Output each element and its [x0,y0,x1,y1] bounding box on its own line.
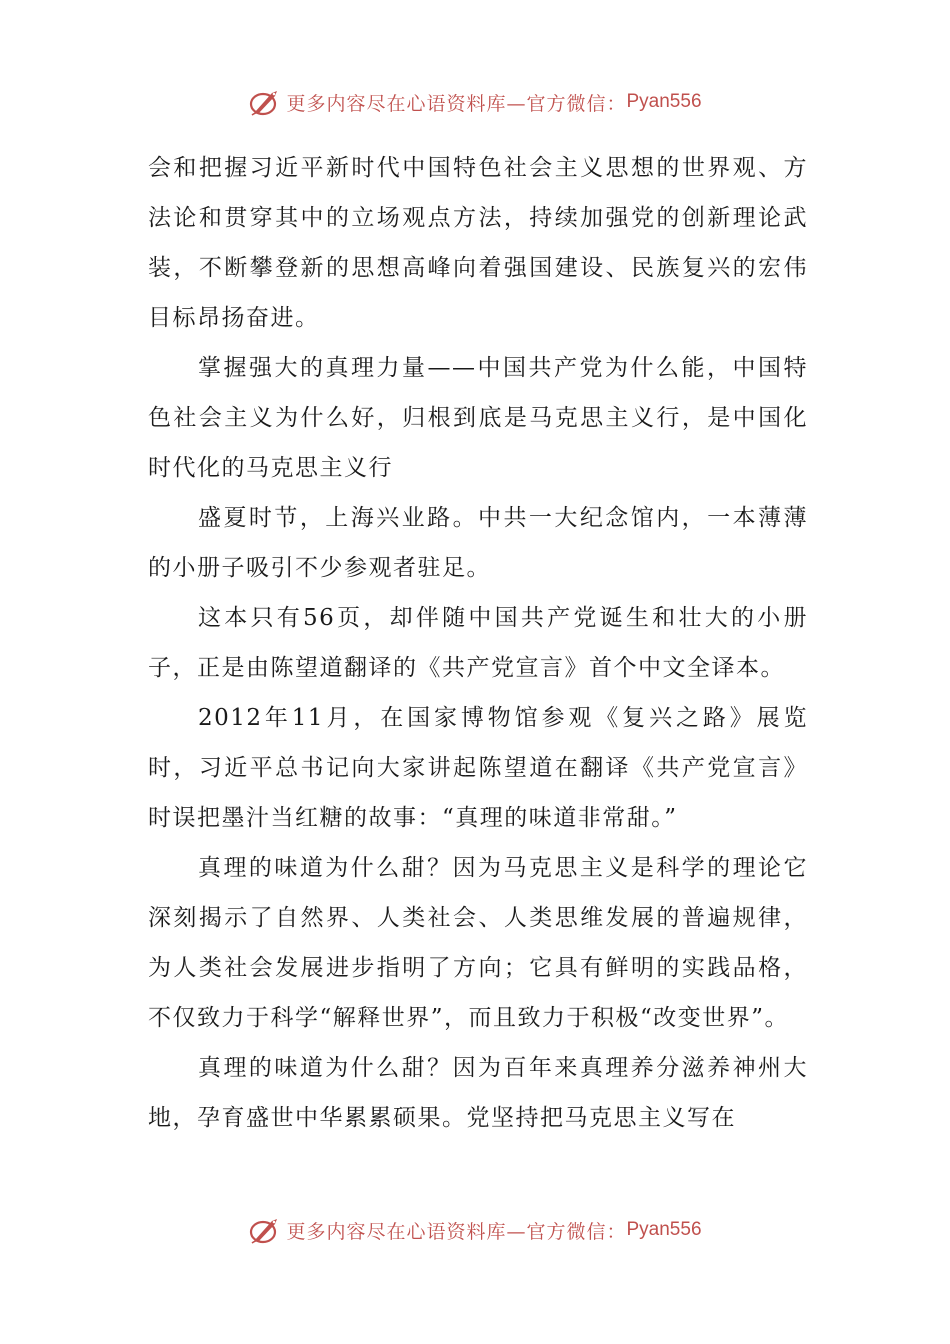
header-banner-content [248,85,701,119]
paragraph: 盛夏时节，上海兴业路。中共一大纪念馆内，一本薄薄的小册子吸引不少参观者驻足。 [148,505,808,581]
wechat-handle: Pyan556 [626,91,702,112]
brand-text: 更多内容尽在心语资料库—官方微信： [286,1220,627,1243]
paragraph: 这本只有56页，却伴随中国共产党诞生和壮大的小册子，正是由陈望道翻译的《共产党宣言》首个中文全译本。 [148,605,808,681]
footer-banner-content [248,1213,701,1247]
paragraph: 真理的味道为什么甜？因为百年来真理养分滋养神州大地，孕育盛世中华累累硕果。党坚持把马克思主义写在 [148,1055,808,1131]
article-body [148,143,808,1143]
paragraph: 会和把握习近平新时代中国特色社会主义思想的世界观、方法论和贯穿其中的立场观点方法，持续加强党的创新理论武装，不断攀登新的思想高峰向着强国建设、民族复兴的宏伟目标昂扬奋进。 [148,155,808,331]
header-banner [0,80,950,124]
wechat-handle: Pyan556 [626,1219,702,1240]
paragraph: 掌握强大的真理力量——中国共产党为什么能，中国特色社会主义为什么好，归根到底是马克思主义行，是中国化时代化的马克思主义行 [148,355,808,481]
footer-banner [0,1208,950,1252]
paragraph: 真理的味道为什么甜？因为马克思主义是科学的理论它深刻揭示了自然界、人类社会、人类思维发展的普遍规律，为人类社会发展进步指明了方向；它具有鲜明的实践品格，不仅致力于科学“解释世界”，而且致力于积极“改变世界”。 [148,855,808,1031]
brand-text: 更多内容尽在心语资料库—官方微信： [286,92,627,115]
pen-nib-logo-icon [248,85,282,119]
paragraph: 2012年11月，在国家博物馆参观《复兴之路》展览时，习近平总书记向大家讲起陈望道在翻译《共产党宣言》时误把墨汁当红糖的故事：“真理的味道非常甜。” [148,705,808,831]
pen-nib-logo-icon [248,1213,282,1247]
